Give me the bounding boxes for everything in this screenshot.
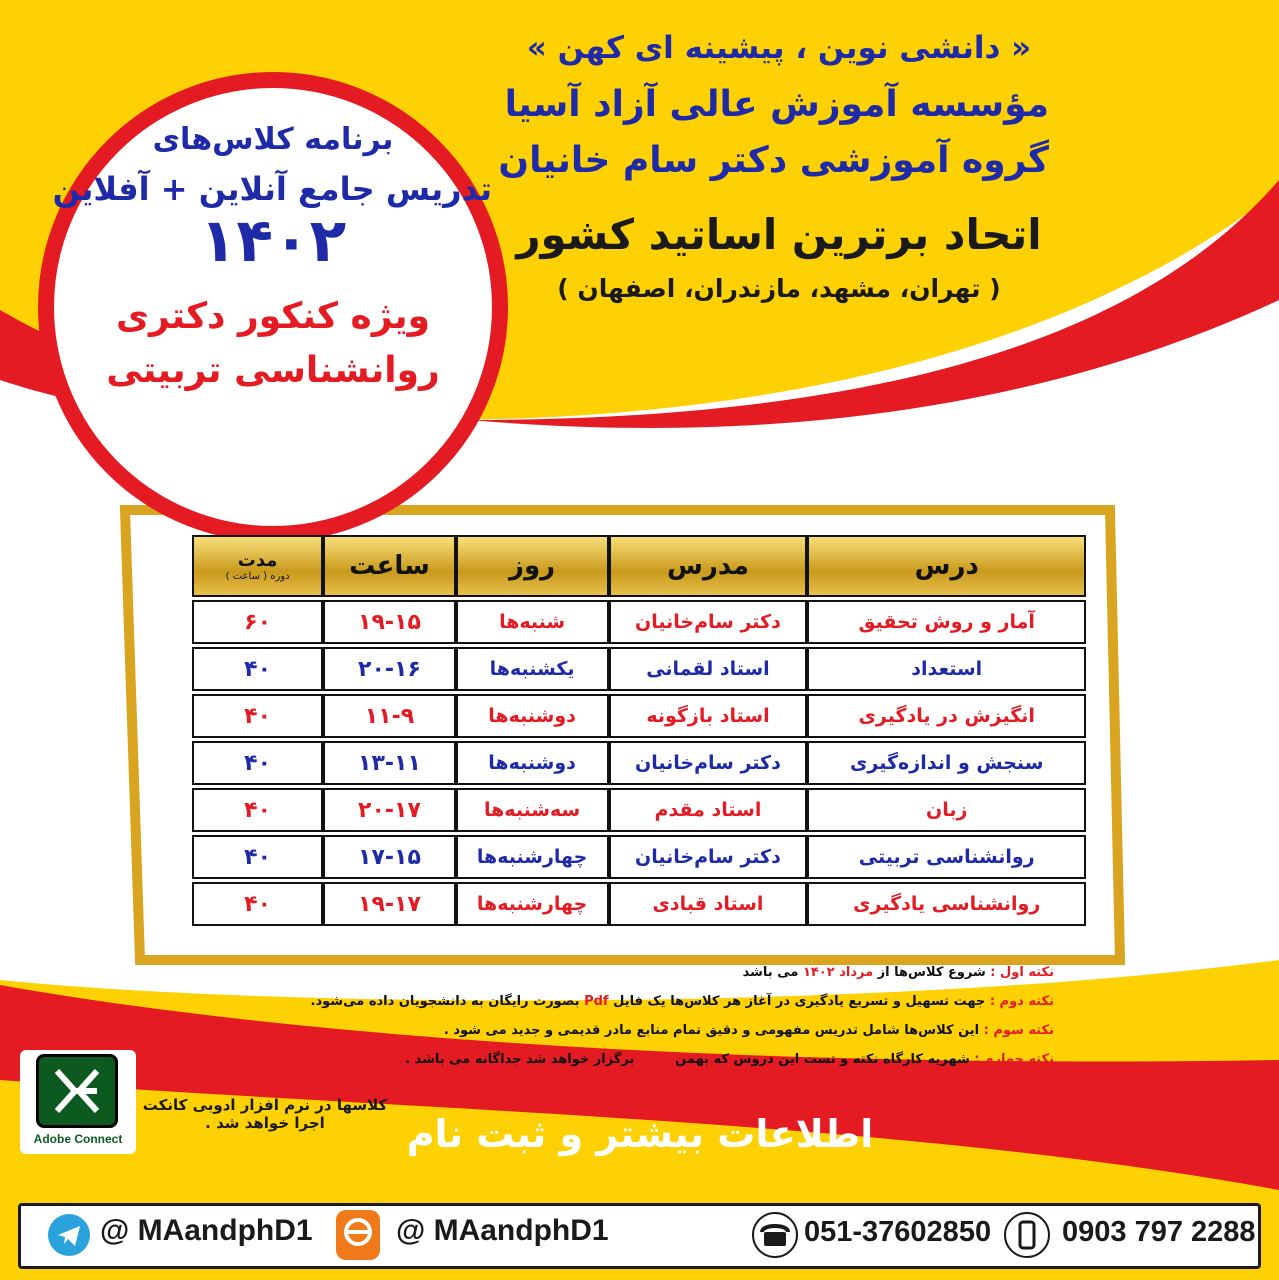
duration-cell: ۴۰ [192, 882, 323, 926]
note-line [204, 1016, 1054, 1045]
table-row [192, 741, 1086, 785]
time-cell: ۱۷-۱۵ [323, 835, 455, 879]
circle-line-4: ویژه کنکور دکتری [116, 296, 430, 337]
course-cell: روانشناسی یادگیری [807, 882, 1086, 926]
mobile-icon [1004, 1212, 1050, 1258]
day-cell: چهارشنبه‌ها [456, 882, 609, 926]
table-row [192, 788, 1086, 832]
telegram-handle[interactable]: @ MAandphD1 [100, 1214, 313, 1247]
time-cell: ۲۰-۱۷ [323, 788, 455, 832]
slogan: « دانشی نوین ، پیشینه ای کهن » [526, 30, 1032, 66]
day-cell: دوشنبه‌ها [456, 694, 609, 738]
duration-cell: ۴۰ [192, 694, 323, 738]
table-row [192, 694, 1086, 738]
header-duration [192, 535, 323, 597]
header-day: روز [456, 535, 609, 597]
program-circle [38, 72, 508, 542]
institute-name: مؤسسه آموزش عالی آزاد آسیا [504, 84, 1049, 125]
day-cell: دوشنبه‌ها [456, 741, 609, 785]
note-label: نکته اول : [990, 965, 1054, 980]
eitaa-handle[interactable]: @ MAandphD1 [396, 1214, 609, 1247]
header-teacher: مدرس [609, 535, 808, 597]
teacher-cell: دکتر سام‌خانیان [609, 600, 808, 644]
note-highlight: ۱۴۰۲ [638, 1052, 671, 1067]
note-line [204, 987, 1054, 1016]
time-cell: ۱۳-۱۱ [323, 741, 455, 785]
course-cell: سنجش و اندازه‌گیری [807, 741, 1086, 785]
header-duration-sub: دوره ( ساعت ) [225, 571, 290, 582]
note-text2: برگزار خواهد شد جداگانه می باشد . [405, 1052, 639, 1067]
time-cell: ۱۹-۱۵ [323, 600, 455, 644]
note-text: جهت تسهیل و تسریع یادگیری در آغاز هر کلاس‌ها یک فایل [608, 994, 990, 1009]
duration-cell: ۴۰ [192, 647, 323, 691]
duration-cell: ۴۰ [192, 835, 323, 879]
course-cell: استعداد [807, 647, 1086, 691]
day-cell: چهارشنبه‌ها [456, 835, 609, 879]
table-row [192, 835, 1086, 879]
table-header-row [192, 535, 1086, 597]
teacher-cell: استاد قبادی [609, 882, 808, 926]
note-line [204, 1045, 1054, 1074]
group-name: گروه آموزشی دکتر سام خانیان [498, 140, 1049, 181]
teacher-cell: استاد مقدم [609, 788, 808, 832]
adobe-connect-label: Adobe Connect [33, 1132, 123, 1146]
table-row [192, 882, 1086, 926]
eitaa-icon[interactable] [336, 1210, 380, 1260]
phone-icon [752, 1212, 798, 1258]
course-cell: آمار و روش تحقیق [807, 600, 1086, 644]
adobe-connect-icon [36, 1054, 118, 1128]
note-text: این کلاس‌ها شامل تدریس مفهومی و دقیق تمام منابع مادر قدیمی و جدید می شود . [443, 1023, 984, 1038]
teacher-cell: استاد لقمانی [609, 647, 808, 691]
header-time: ساعت [323, 535, 455, 597]
time-cell: ۱۱-۹ [323, 694, 455, 738]
note-label: نکته چهارم : [974, 1052, 1054, 1067]
note-highlight: مرداد ۱۴۰۲ [802, 965, 874, 980]
teacher-cell: دکتر سام‌خانیان [609, 835, 808, 879]
telegram-icon[interactable] [48, 1214, 90, 1256]
day-cell: سه‌شنبه‌ها [456, 788, 609, 832]
cities-text: ( تهران، مشهد، مازندران، اصفهان ) [557, 274, 1001, 303]
teacher-cell: دکتر سام‌خانیان [609, 741, 808, 785]
course-cell: روانشناسی تربیتی [807, 835, 1086, 879]
circle-line-2: تدریس جامع آنلاین + آفلاین [52, 170, 492, 208]
note-text: شهریه کارگاه نکته و تست این دروس که بهمن [670, 1052, 975, 1067]
time-cell: ۱۹-۱۷ [323, 882, 455, 926]
notes-block [204, 958, 1054, 1074]
course-cell: زبان [807, 788, 1086, 832]
header-course: درس [807, 535, 1086, 597]
circle-line-5: روانشناسی تربیتی [106, 350, 440, 391]
time-cell: ۲۰-۱۶ [323, 647, 455, 691]
mobile-number[interactable]: 0903 797 2288 [1062, 1216, 1256, 1248]
phone-number[interactable]: 051-37602850 [804, 1216, 992, 1248]
adobe-connect-badge [20, 1050, 136, 1154]
adobe-note-line2: اجرا خواهد شد . [205, 1114, 325, 1132]
note-text2: می باشد [742, 965, 803, 980]
cta-text[interactable]: اطلاعات بیشتر و ثبت نام [406, 1112, 874, 1156]
day-cell: یکشنبه‌ها [456, 647, 609, 691]
note-label: نکته سوم : [983, 1023, 1054, 1038]
duration-cell: ۴۰ [192, 788, 323, 832]
table-row [192, 647, 1086, 691]
circle-line-1: برنامه کلاس‌های [152, 122, 394, 157]
duration-cell: ۴۰ [192, 741, 323, 785]
header-duration-label: مدت [237, 550, 278, 571]
teacher-cell: استاد بازگونه [609, 694, 808, 738]
adobe-note [130, 1096, 400, 1132]
duration-cell: ۶۰ [192, 600, 323, 644]
note-text2: بصورت رایگان به دانشجویان داده می‌شود. [310, 994, 585, 1009]
note-text: شروع کلاس‌ها از [873, 965, 991, 980]
adobe-note-line1: کلاسها در نرم افزار ادوبی کانکت [142, 1096, 388, 1114]
day-cell: شنبه‌ها [456, 600, 609, 644]
table-row [192, 600, 1086, 644]
note-line [204, 958, 1054, 987]
course-cell: انگیزش در یادگیری [807, 694, 1086, 738]
note-highlight: Pdf [584, 994, 609, 1009]
circle-year: ۱۴۰۲ [199, 206, 347, 276]
note-label: نکته دوم : [989, 994, 1054, 1009]
union-title: اتحاد برترین اساتید کشور [516, 210, 1042, 259]
schedule-table [192, 532, 1086, 929]
